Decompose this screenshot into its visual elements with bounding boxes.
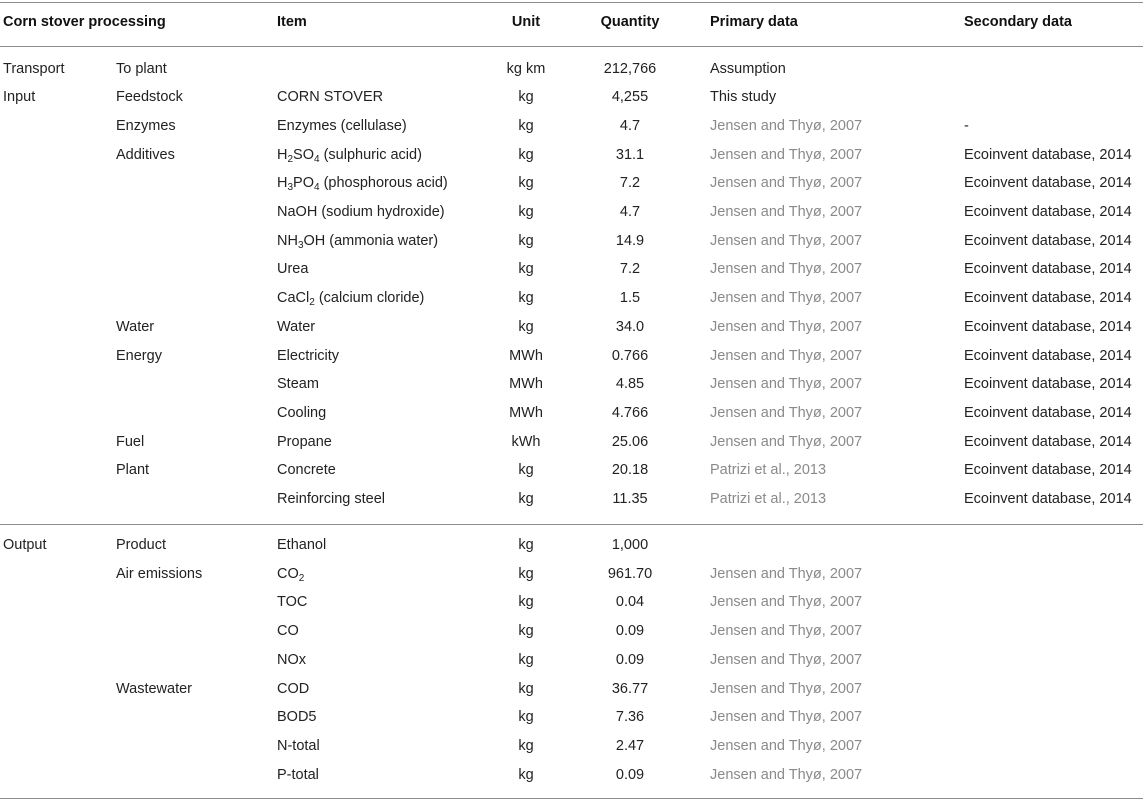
item-cell: TOC bbox=[277, 594, 308, 611]
item-formula-part: H bbox=[277, 146, 288, 163]
category-cell bbox=[3, 588, 111, 617]
secondary-data-cell bbox=[964, 617, 1143, 646]
item-formula-part: CO bbox=[277, 565, 299, 582]
item-formula-part: (phosphorous acid) bbox=[319, 175, 448, 192]
item-formula-part: SO bbox=[293, 146, 314, 163]
subcategory-cell bbox=[116, 761, 274, 790]
item-cell: BOD5 bbox=[277, 709, 317, 726]
unit-cell: kg bbox=[518, 491, 534, 507]
secondary-data-cell: Ecoinvent database, 2014 bbox=[964, 462, 1132, 479]
quantity-cell: 0.766 bbox=[611, 347, 649, 364]
category-cell bbox=[3, 227, 111, 256]
quantity-cell: 14.9 bbox=[615, 232, 645, 249]
item-formula-part: H bbox=[277, 175, 288, 192]
subcategory-cell: Fuel bbox=[116, 433, 145, 450]
header-processing: Corn stover processing bbox=[3, 14, 166, 30]
category-cell bbox=[3, 342, 111, 371]
header-quantity: Quantity bbox=[600, 14, 660, 30]
category-cell bbox=[3, 703, 111, 732]
unit-cell: kg bbox=[518, 680, 534, 697]
primary-data-cell: Jensen and Thyø, 2007 bbox=[710, 737, 863, 754]
secondary-data-cell bbox=[964, 646, 1143, 675]
unit-cell: kg bbox=[518, 89, 534, 106]
primary-data-cell: Patrizi et al., 2013 bbox=[710, 462, 827, 479]
item-formula-subscript: 3 bbox=[287, 182, 294, 194]
secondary-data-cell bbox=[964, 761, 1143, 790]
unit-cell: MWh bbox=[509, 376, 543, 393]
quantity-cell: 1,000 bbox=[611, 537, 649, 553]
item-formula-part: (calcium cloride) bbox=[314, 290, 425, 307]
category-cell bbox=[3, 560, 111, 589]
unit-cell: kg bbox=[518, 623, 534, 640]
subcategory-cell: Enzymes bbox=[116, 117, 176, 134]
table-row bbox=[0, 732, 1143, 761]
table-row bbox=[0, 227, 1143, 256]
unit-cell: kg bbox=[518, 175, 534, 192]
item-cell bbox=[277, 141, 477, 170]
table-row bbox=[0, 169, 1143, 198]
unit-cell: kg bbox=[518, 462, 534, 479]
quantity-cell: 212,766 bbox=[603, 60, 657, 77]
table-row bbox=[0, 485, 1143, 514]
item-cell: COD bbox=[277, 680, 310, 697]
quantity-cell: 0.09 bbox=[615, 651, 645, 668]
category-cell bbox=[3, 141, 111, 170]
quantity-cell: 31.1 bbox=[615, 146, 645, 163]
item-cell: NOx bbox=[277, 651, 306, 668]
unit-cell: kg bbox=[518, 565, 534, 582]
secondary-data-cell: Ecoinvent database, 2014 bbox=[964, 433, 1132, 450]
item-formula-part: NH bbox=[277, 232, 298, 249]
table-header-row bbox=[0, 8, 1143, 37]
header-secondary-data: Secondary data bbox=[964, 14, 1072, 30]
item-cell: Electricity bbox=[277, 347, 340, 364]
category-cell bbox=[3, 485, 111, 514]
secondary-data-cell: Ecoinvent database, 2014 bbox=[964, 175, 1132, 192]
item-formula-subscript: 2 bbox=[287, 153, 294, 165]
primary-data-cell: This study bbox=[710, 89, 777, 106]
secondary-data-cell: Ecoinvent database, 2014 bbox=[964, 146, 1132, 163]
item-cell bbox=[277, 227, 477, 256]
secondary-data-cell bbox=[964, 703, 1143, 732]
primary-data-cell: Jensen and Thyø, 2007 bbox=[710, 290, 863, 307]
item-formula-subscript: 4 bbox=[314, 153, 320, 165]
unit-cell: kg bbox=[518, 204, 534, 220]
subcategory-cell: Feedstock bbox=[116, 89, 183, 106]
table-row bbox=[0, 428, 1143, 457]
category-cell: Transport bbox=[3, 60, 65, 77]
quantity-cell: 7.36 bbox=[615, 709, 645, 726]
table-row bbox=[0, 83, 1143, 112]
item-cell: Propane bbox=[277, 433, 332, 450]
subcategory-cell bbox=[116, 255, 274, 284]
secondary-data-cell: Ecoinvent database, 2014 bbox=[964, 261, 1132, 278]
table-row bbox=[0, 255, 1143, 284]
table-row bbox=[0, 370, 1143, 399]
table-row bbox=[0, 617, 1143, 646]
category-cell bbox=[3, 732, 111, 761]
primary-data-cell: Jensen and Thyø, 2007 bbox=[710, 146, 863, 163]
quantity-cell: 961.70 bbox=[607, 565, 653, 582]
secondary-data-cell bbox=[964, 588, 1143, 617]
item-cell: CORN STOVER bbox=[277, 89, 384, 106]
table-row bbox=[0, 342, 1143, 371]
quantity-cell: 4.85 bbox=[615, 376, 645, 393]
primary-data-cell: Jensen and Thyø, 2007 bbox=[710, 565, 863, 582]
header-unit: Unit bbox=[511, 14, 541, 30]
table-row bbox=[0, 313, 1143, 342]
unit-cell: kg bbox=[518, 117, 534, 134]
category-cell bbox=[3, 284, 111, 313]
primary-data-cell: Jensen and Thyø, 2007 bbox=[710, 623, 863, 640]
item-cell: Reinforcing steel bbox=[277, 491, 385, 507]
secondary-data-cell: Ecoinvent database, 2014 bbox=[964, 404, 1132, 421]
primary-data-cell: Jensen and Thyø, 2007 bbox=[710, 318, 863, 335]
header-item: Item bbox=[277, 14, 307, 30]
subcategory-cell bbox=[116, 198, 274, 227]
item-cell: Enzymes (cellulase) bbox=[277, 117, 407, 134]
table-row bbox=[0, 560, 1143, 589]
unit-cell: kg bbox=[518, 537, 534, 553]
table-row bbox=[0, 284, 1143, 313]
subcategory-cell bbox=[116, 732, 274, 761]
unit-cell: kg bbox=[518, 232, 534, 249]
table-row bbox=[0, 646, 1143, 675]
subcategory-cell bbox=[116, 646, 274, 675]
quantity-cell: 36.77 bbox=[611, 680, 649, 697]
secondary-data-cell bbox=[964, 83, 1143, 112]
unit-cell: kg bbox=[518, 318, 534, 335]
item-cell: Steam bbox=[277, 376, 319, 393]
item-cell bbox=[277, 169, 477, 198]
table-row bbox=[0, 761, 1143, 790]
quantity-cell: 2.47 bbox=[615, 737, 645, 754]
category-cell bbox=[3, 255, 111, 284]
item-formula-subscript: 3 bbox=[297, 239, 304, 251]
item-cell: Cooling bbox=[277, 404, 327, 421]
subcategory-cell bbox=[116, 617, 274, 646]
table-row bbox=[0, 703, 1143, 732]
category-cell bbox=[3, 112, 111, 141]
category-cell bbox=[3, 198, 111, 227]
item-cell: CO bbox=[277, 623, 299, 640]
table-row bbox=[0, 588, 1143, 617]
primary-data-cell bbox=[710, 531, 950, 560]
unit-cell: kg bbox=[518, 594, 534, 611]
quantity-cell: 0.04 bbox=[615, 594, 645, 611]
subcategory-cell: Additives bbox=[116, 146, 175, 163]
item-formula-subscript: 4 bbox=[314, 182, 320, 194]
item-formula-subscript: 2 bbox=[309, 297, 315, 309]
secondary-data-cell bbox=[964, 531, 1143, 560]
quantity-cell: 20.18 bbox=[611, 462, 649, 479]
primary-data-cell: Jensen and Thyø, 2007 bbox=[710, 232, 863, 249]
primary-data-cell: Jensen and Thyø, 2007 bbox=[710, 594, 863, 611]
secondary-data-cell bbox=[964, 732, 1143, 761]
secondary-data-cell: Ecoinvent database, 2014 bbox=[964, 232, 1132, 249]
table-row bbox=[0, 198, 1143, 227]
table-top-rule bbox=[0, 2, 1143, 3]
subcategory-cell: Wastewater bbox=[116, 680, 193, 697]
primary-data-cell: Jensen and Thyø, 2007 bbox=[710, 433, 863, 450]
category-cell bbox=[3, 761, 111, 790]
category-cell bbox=[3, 313, 111, 342]
unit-cell: kg bbox=[518, 290, 534, 307]
unit-cell: kg bbox=[518, 766, 534, 783]
table-row bbox=[0, 399, 1143, 428]
item-cell: Urea bbox=[277, 261, 309, 278]
category-cell bbox=[3, 456, 111, 485]
subcategory-cell: Energy bbox=[116, 347, 162, 364]
unit-cell: MWh bbox=[509, 347, 543, 364]
primary-data-cell: Assumption bbox=[710, 60, 786, 77]
unit-cell: kg bbox=[518, 261, 534, 278]
item-cell: Water bbox=[277, 318, 316, 335]
primary-data-cell: Jensen and Thyø, 2007 bbox=[710, 175, 863, 192]
quantity-cell: 0.09 bbox=[615, 623, 645, 640]
category-cell bbox=[3, 675, 111, 704]
subcategory-cell: To plant bbox=[116, 60, 167, 77]
unit-cell: MWh bbox=[509, 404, 543, 421]
item-cell bbox=[277, 560, 477, 589]
subcategory-cell bbox=[116, 703, 274, 732]
table-row bbox=[0, 531, 1143, 560]
secondary-data-cell bbox=[964, 560, 1143, 589]
quantity-cell: 4.7 bbox=[619, 204, 641, 220]
secondary-data-cell: Ecoinvent database, 2014 bbox=[964, 204, 1132, 220]
quantity-cell: 1.5 bbox=[619, 290, 641, 307]
primary-data-cell: Jensen and Thyø, 2007 bbox=[710, 404, 863, 421]
unit-cell: kg km bbox=[506, 60, 546, 77]
item-formula-part: PO bbox=[293, 175, 314, 192]
item-formula-part: CaCl bbox=[277, 290, 310, 307]
category-cell bbox=[3, 169, 111, 198]
subcategory-cell bbox=[116, 399, 274, 428]
primary-data-cell: Jensen and Thyø, 2007 bbox=[710, 709, 863, 726]
category-cell bbox=[3, 428, 111, 457]
header-rule bbox=[0, 46, 1143, 47]
secondary-data-cell: Ecoinvent database, 2014 bbox=[964, 318, 1132, 335]
item-cell: N-total bbox=[277, 737, 320, 754]
category-cell: Output bbox=[3, 537, 47, 553]
quantity-cell: 25.06 bbox=[611, 433, 649, 450]
unit-cell: kg bbox=[518, 737, 534, 754]
item-cell: Ethanol bbox=[277, 537, 327, 553]
category-cell: Input bbox=[3, 89, 36, 106]
subcategory-cell bbox=[116, 169, 274, 198]
primary-data-cell: Jensen and Thyø, 2007 bbox=[710, 204, 863, 220]
item-cell: Concrete bbox=[277, 462, 336, 479]
quantity-cell: 4.766 bbox=[611, 404, 649, 421]
secondary-data-cell: Ecoinvent database, 2014 bbox=[964, 491, 1132, 507]
category-cell bbox=[3, 646, 111, 675]
primary-data-cell: Jensen and Thyø, 2007 bbox=[710, 680, 863, 697]
table-row bbox=[0, 456, 1143, 485]
unit-cell: kg bbox=[518, 709, 534, 726]
subcategory-cell: Air emissions bbox=[116, 565, 203, 582]
secondary-data-cell bbox=[964, 55, 1143, 84]
section-divider-rule bbox=[0, 524, 1143, 525]
secondary-data-cell: Ecoinvent database, 2014 bbox=[964, 290, 1132, 307]
item-cell: P-total bbox=[277, 766, 319, 783]
item-formula-part: OH (ammonia water) bbox=[303, 232, 439, 249]
secondary-data-cell: Ecoinvent database, 2014 bbox=[964, 376, 1132, 393]
quantity-cell: 11.35 bbox=[612, 491, 648, 507]
item-formula-subscript: 2 bbox=[298, 572, 305, 584]
primary-data-cell: Patrizi et al., 2013 bbox=[710, 491, 827, 507]
table-bottom-rule bbox=[0, 798, 1143, 799]
category-cell bbox=[3, 617, 111, 646]
category-cell bbox=[3, 399, 111, 428]
subcategory-cell bbox=[116, 284, 274, 313]
item-cell bbox=[277, 55, 477, 84]
primary-data-cell: Jensen and Thyø, 2007 bbox=[710, 261, 863, 278]
quantity-cell: 7.2 bbox=[619, 261, 641, 278]
unit-cell: kWh bbox=[511, 433, 541, 450]
table-row bbox=[0, 141, 1143, 170]
table-row bbox=[0, 112, 1143, 141]
subcategory-cell bbox=[116, 485, 274, 514]
subcategory-cell: Product bbox=[116, 537, 166, 553]
item-cell: NaOH (sodium hydroxide) bbox=[277, 204, 445, 220]
header-primary-data: Primary data bbox=[710, 14, 798, 30]
item-formula-part: (sulphuric acid) bbox=[319, 146, 422, 163]
category-cell bbox=[3, 370, 111, 399]
subcategory-cell bbox=[116, 227, 274, 256]
quantity-cell: 0.09 bbox=[615, 766, 645, 783]
secondary-data-cell: Ecoinvent database, 2014 bbox=[964, 347, 1132, 364]
secondary-data-cell: - bbox=[964, 117, 969, 134]
quantity-cell: 7.2 bbox=[619, 175, 641, 192]
quantity-cell: 4.7 bbox=[619, 117, 641, 134]
primary-data-cell: Jensen and Thyø, 2007 bbox=[710, 651, 863, 668]
secondary-data-cell bbox=[964, 675, 1143, 704]
table-row bbox=[0, 675, 1143, 704]
primary-data-cell: Jensen and Thyø, 2007 bbox=[710, 376, 863, 393]
primary-data-cell: Jensen and Thyø, 2007 bbox=[710, 766, 863, 783]
quantity-cell: 34.0 bbox=[615, 318, 645, 335]
table-row bbox=[0, 55, 1143, 84]
primary-data-cell: Jensen and Thyø, 2007 bbox=[710, 347, 863, 364]
item-cell bbox=[277, 284, 477, 313]
unit-cell: kg bbox=[518, 651, 534, 668]
quantity-cell: 4,255 bbox=[611, 89, 649, 106]
subcategory-cell: Plant bbox=[116, 462, 150, 479]
unit-cell: kg bbox=[518, 146, 534, 163]
subcategory-cell bbox=[116, 588, 274, 617]
primary-data-cell: Jensen and Thyø, 2007 bbox=[710, 117, 863, 134]
subcategory-cell bbox=[116, 370, 274, 399]
subcategory-cell: Water bbox=[116, 318, 155, 335]
